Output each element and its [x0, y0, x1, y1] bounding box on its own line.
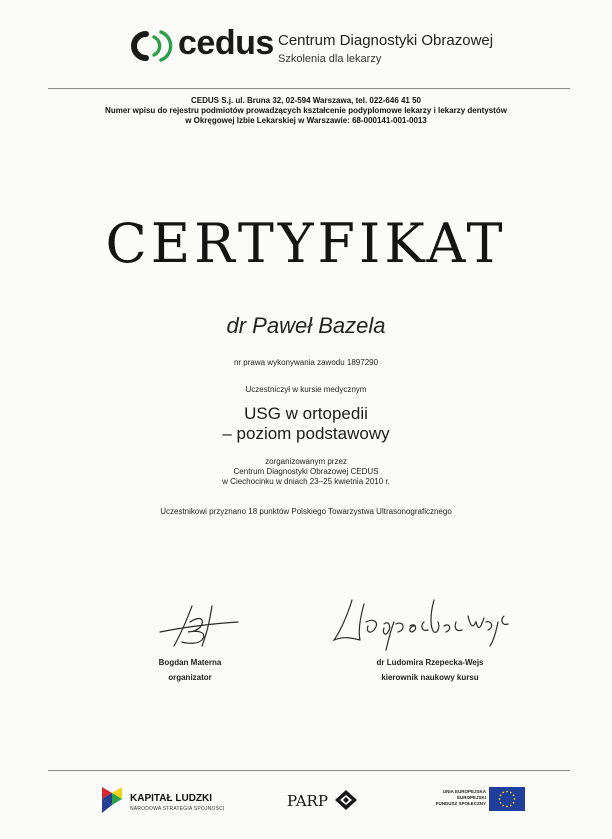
eu-line-1: UNIA EUROPEJSKA	[442, 789, 486, 794]
kapital-ludzki-title: KAPITAŁ LUDZKI	[130, 793, 213, 804]
eu-star-icon	[506, 806, 508, 808]
cedus-logo-text: cedus	[178, 24, 274, 62]
eu-star-icon	[502, 792, 504, 794]
eu-star-icon	[500, 794, 502, 796]
kapital-ludzki-subtitle: NARODOWA STRATEGIA SPÓJNOŚCI	[130, 806, 225, 812]
eu-star-icon	[510, 805, 512, 807]
eu-star-icon	[506, 791, 508, 793]
eu-star-icon	[499, 798, 501, 800]
eu-star-icon	[510, 792, 512, 794]
header-subtitle: Szkolenia dla lekarzy	[278, 53, 382, 65]
certificate-title: CERTYFIKAT	[105, 212, 507, 275]
eu-line-2: EUROPEJSKI	[456, 795, 486, 800]
eu-star-icon	[513, 794, 515, 796]
eu-star-icon	[514, 798, 516, 800]
parp-logo-text: PARP	[287, 792, 328, 810]
address-line-1: CEDUS S.j. ul. Bruna 32, 02-594 Warszawa, tel. 022-646 41 50	[190, 96, 422, 105]
eu-star-icon	[502, 805, 504, 807]
signer-1-name: Bogdan Materna	[158, 658, 222, 667]
parp-logo-icon	[333, 789, 359, 811]
eu-flag-icon	[489, 787, 525, 811]
eu-star-icon	[500, 802, 502, 804]
header-divider	[48, 88, 570, 89]
license-number-line: nr prawa wykonywania zawodu 1897290	[233, 358, 379, 367]
signer-2-role: kierownik naukowy kursu	[381, 673, 479, 682]
header-title: Centrum Diagnostyki Obrazowej	[278, 32, 494, 49]
course-title-line-1: USG w ortopedii	[244, 404, 368, 423]
eu-star-icon	[513, 802, 515, 804]
organizer-line-2: Centrum Diagnostyki Obrazowej CEDUS	[233, 467, 379, 476]
cedus-c-waves-icon	[130, 28, 174, 64]
signer-2-name: dr Ludomira Rzepecka-Wejs	[376, 658, 484, 667]
course-title-line-2: – poziom podstawowy	[222, 424, 390, 443]
eu-line-3: FUNDUSZ SPOŁECZNY	[435, 801, 486, 806]
organizer-line-3: w Ciechocinku w dniach 23–25 kwietnia 2010 r.	[222, 477, 390, 486]
signature-left-icon	[152, 602, 242, 652]
points-line: Uczestnikowi przyznano 18 punktów Polskiego Towarzystwa Ultrasonograficznego	[160, 507, 452, 516]
footer-divider	[48, 770, 570, 771]
address-line-3: w Okręgowej Izbie Lekarskiej w Warszawie: 68-000141-001-0013	[185, 116, 427, 125]
kapital-ludzki-logo-icon	[96, 783, 126, 817]
signature-right-icon	[330, 592, 515, 652]
participation-line: Uczestniczył w kursie medycznym	[245, 385, 367, 394]
recipient-name: dr Paweł Bazela	[226, 313, 386, 338]
signer-1-role: organizator	[168, 673, 212, 682]
address-line-2: Numer wpisu do rejestru podmiotów prowadzących kształcenie podyplomowe lekarzy i lekarzy dentystów	[105, 106, 507, 115]
organizer-line-1: zorganizowanym przez	[265, 457, 347, 466]
